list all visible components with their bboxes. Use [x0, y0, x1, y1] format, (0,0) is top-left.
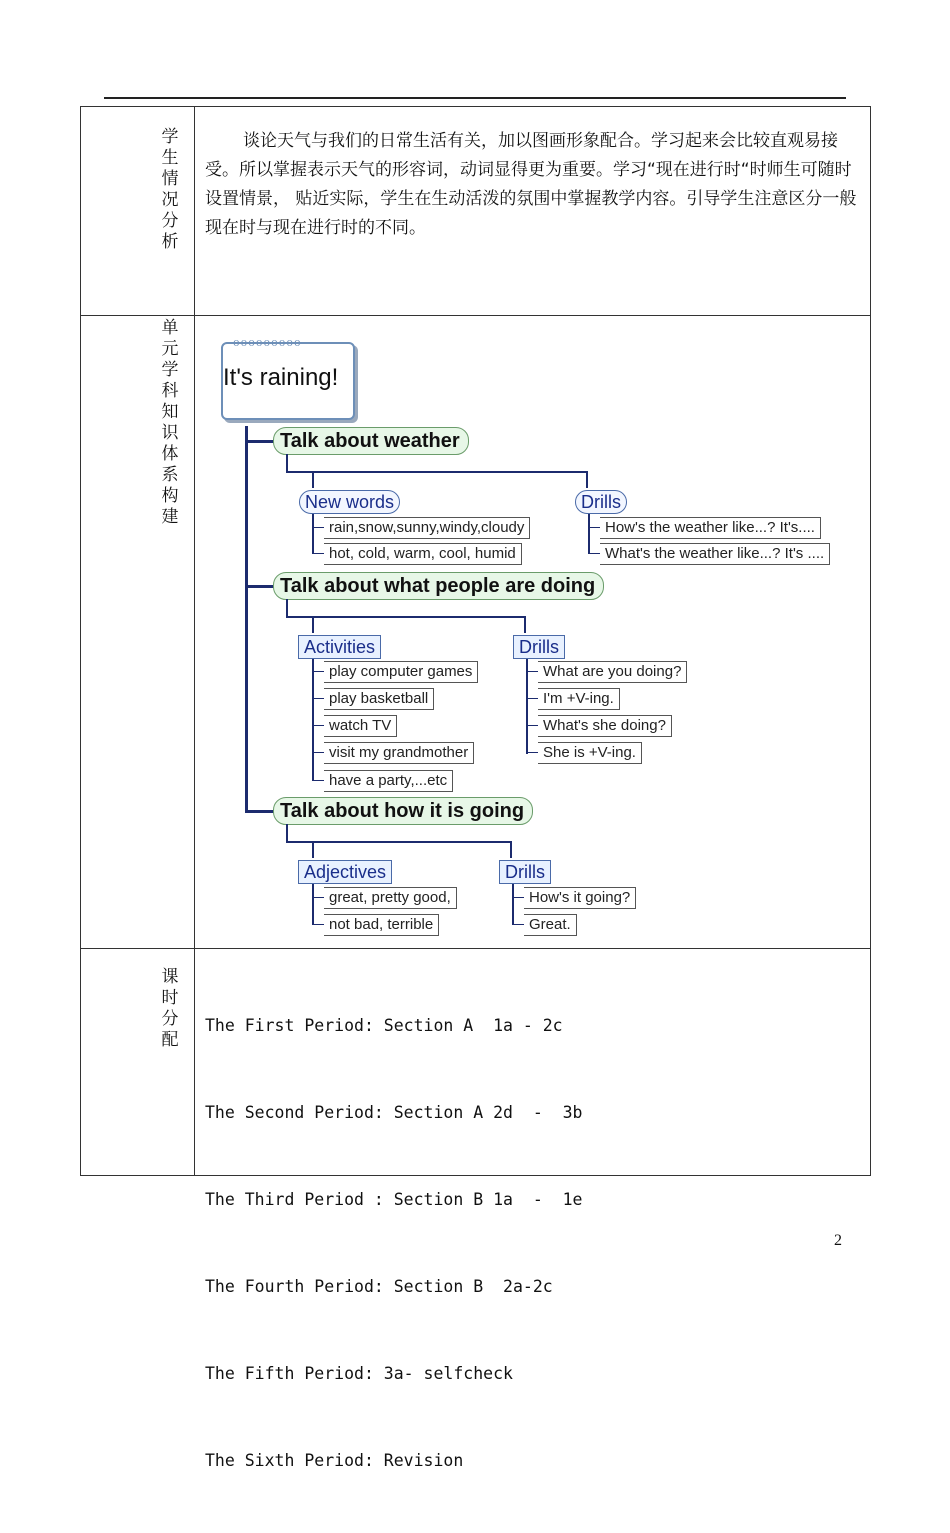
- category-drills: Drills: [513, 635, 565, 659]
- branch-line: [312, 471, 314, 488]
- period-line: The Second Period: Section A 2d - 3b: [205, 1103, 583, 1122]
- leaf-item: Great.: [524, 914, 577, 936]
- label-char: 构: [161, 486, 179, 506]
- label-char: 建: [161, 507, 179, 527]
- trunk-line: [245, 426, 248, 812]
- label-char: 体: [161, 444, 179, 464]
- periods-label: [159, 967, 181, 1051]
- label-char: 学: [161, 127, 179, 147]
- branch-line: [312, 725, 324, 726]
- branch-line: [286, 599, 288, 617]
- leaf-item: play basketball: [324, 688, 434, 710]
- leaf-item: How's it going?: [524, 887, 636, 909]
- branch-line: [526, 659, 528, 754]
- branch-line: [526, 698, 538, 699]
- branch-line: [526, 752, 538, 753]
- branch-line: [312, 671, 324, 672]
- branch-line: [524, 616, 526, 633]
- label-char: 分: [161, 1009, 179, 1029]
- branch-line: [586, 471, 588, 488]
- header-rule: [104, 97, 846, 99]
- leaf-item: What are you doing?: [538, 661, 687, 683]
- leaf-item: How's the weather like...? It's....: [600, 517, 821, 539]
- spiral-binding-icon: ooooooooo: [233, 336, 302, 349]
- branch-line: [312, 897, 324, 898]
- branch-line: [312, 841, 314, 858]
- branch-line: [312, 752, 324, 753]
- category-new-words: New words: [299, 490, 400, 514]
- analysis-paragraph: 谈论天气与我们的日常生活有关，加以图画形象配合。学习起来会比较直观易接受。所以掌握表示天气的形容词，动词显得更为重要。学习“现在进行时“时师生可随时设置情景， 贴近实际，学生在生动活泼的氛围中掌握教学内容。引导学生注意区分一般现在时与现在进行时的不同。: [205, 131, 857, 238]
- branch-line: [526, 725, 538, 726]
- category-drills: Drills: [575, 490, 627, 514]
- branch-line: [286, 471, 588, 473]
- label-char: 配: [161, 1030, 179, 1050]
- period-line: The Third Period : Section B 1a - 1e: [205, 1190, 583, 1209]
- mind-map-title: It's raining!: [223, 364, 339, 391]
- knowledge-label: [159, 318, 181, 528]
- branch-line: [588, 553, 600, 554]
- label-char: 学: [161, 360, 179, 380]
- leaf-item: have a party,...etc: [324, 770, 453, 792]
- branch-line: [526, 671, 538, 672]
- label-char: 科: [161, 381, 179, 401]
- leaf-item: What's she doing?: [538, 715, 672, 737]
- branch-line: [312, 698, 324, 699]
- category-drills: Drills: [499, 860, 551, 884]
- label-char: 分: [161, 211, 179, 231]
- period-line: The Fifth Period: 3a- selfcheck: [205, 1364, 513, 1383]
- branch-line: [312, 780, 324, 781]
- column-divider: [194, 107, 195, 315]
- branch-line: [312, 553, 324, 554]
- leaf-item: What's the weather like...? It's ....: [600, 543, 830, 565]
- branch-line: [312, 527, 324, 528]
- page-number: 2: [834, 1232, 842, 1249]
- leaf-item: play computer games: [324, 661, 478, 683]
- analysis-row: [80, 106, 871, 316]
- branch-line: [245, 585, 275, 588]
- leaf-item: visit my grandmother: [324, 742, 474, 764]
- label-char: 况: [161, 190, 179, 210]
- leaf-item: great, pretty good,: [324, 887, 457, 909]
- branch-line: [588, 514, 590, 554]
- leaf-item: rain,snow,sunny,windy,cloudy: [324, 517, 530, 539]
- branch-line: [286, 616, 526, 618]
- branch-line: [286, 824, 288, 842]
- branch-line: [510, 841, 512, 858]
- branch-line: [512, 884, 514, 925]
- category-adjectives: Adjectives: [298, 860, 392, 884]
- branch-line: [245, 440, 275, 443]
- periods-row: [80, 948, 871, 1470]
- label-char: 元: [161, 339, 179, 359]
- leaf-item: not bad, terrible: [324, 914, 439, 936]
- label-char: 析: [161, 232, 179, 252]
- column-divider: [194, 316, 195, 948]
- knowledge-row: [80, 315, 871, 949]
- branch-line: [312, 884, 314, 925]
- branch-line: [512, 897, 524, 898]
- period-line: The Sixth Period: Revision: [205, 1451, 464, 1470]
- branch-line: [312, 924, 324, 925]
- period-line: The First Period: Section A 1a - 2c: [205, 1016, 563, 1035]
- label-char: 识: [161, 423, 179, 443]
- analysis-text: [205, 127, 865, 243]
- branch-line: [512, 924, 524, 925]
- topic-weather: Talk about weather: [273, 427, 469, 455]
- label-char: 情: [161, 169, 179, 189]
- label-char: 时: [161, 988, 179, 1008]
- branch-line: [286, 841, 512, 843]
- column-divider: [194, 949, 195, 1175]
- leaf-item: hot, cold, warm, cool, humid: [324, 543, 522, 565]
- label-char: 课: [161, 967, 179, 987]
- mind-map-title-card: [221, 336, 355, 420]
- branch-line: [286, 454, 288, 472]
- label-char: 单: [161, 318, 179, 338]
- period-line: The Fourth Period: Section B 2a-2c: [205, 1277, 553, 1296]
- leaf-item: She is +V-ing.: [538, 742, 642, 764]
- category-activities: Activities: [298, 635, 381, 659]
- branch-line: [312, 659, 314, 781]
- leaf-item: I'm +V-ing.: [538, 688, 620, 710]
- label-char: 知: [161, 402, 179, 422]
- label-char: 系: [161, 465, 179, 485]
- branch-line: [312, 616, 314, 633]
- topic-going: Talk about how it is going: [273, 797, 533, 825]
- branch-line: [588, 527, 600, 528]
- topic-doing: Talk about what people are doing: [273, 572, 604, 600]
- branch-line: [312, 514, 314, 554]
- analysis-label: [159, 127, 181, 253]
- branch-line: [245, 810, 275, 813]
- label-char: 生: [161, 148, 179, 168]
- period-list: [205, 953, 583, 1533]
- leaf-item: watch TV: [324, 715, 397, 737]
